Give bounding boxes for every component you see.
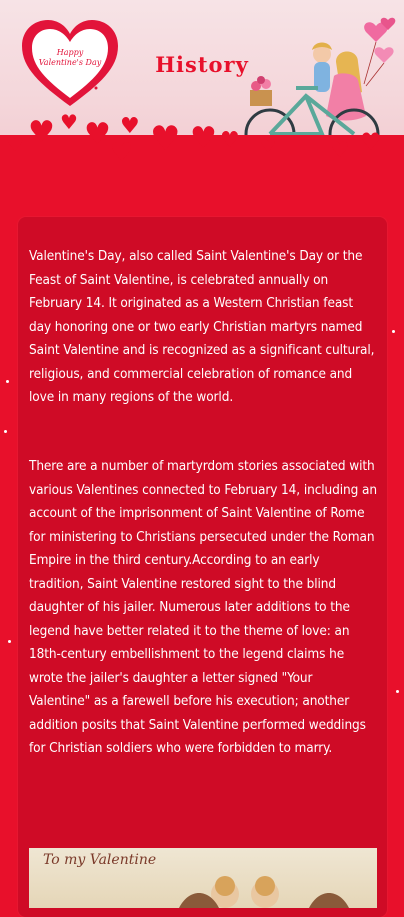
image-caption: To my Valentine [43, 852, 157, 868]
heart-icon: ♥ [120, 114, 140, 139]
logo-text: Happy Valentine's Day [38, 48, 102, 67]
vintage-valentine-image [29, 848, 377, 908]
header-banner [0, 0, 404, 170]
history-paragraph-2: There are a number of martyrdom stories associated with various Valentines connected to February 14, including an account of the imprisonment of Saint Valentine of Rome for ministering to Christians persecuted under the Roman Empire in the third century.According to an early tradition, Saint Valentine restored sight to the blind daughter of his jailer. Numerous later additions to the legend have better related it to the theme of love: an 18th-century embellishment to the legend claims he wrote the jailer's daughter a letter signed "Your Valentine" as a farewell before his execution; another addition posits that Saint Valentine performed weddings for Christian soldiers who were forbidden to marry. [29, 458, 377, 756]
page-title: History [155, 52, 249, 77]
heart-icon: ♥ [6, 132, 24, 156]
sparkle-dot [4, 430, 7, 433]
heart-icon: ♥ [220, 128, 240, 153]
heart-icon: ♥ [110, 138, 134, 168]
heart-icon: ♥ [84, 117, 111, 152]
heart-icon: ♥ [190, 121, 217, 156]
sparkle-dot [6, 380, 9, 383]
cherub-illustration [29, 848, 377, 908]
sparkle-dot [8, 640, 11, 643]
heart-icon: ♥ [28, 115, 55, 150]
history-paragraph-1: Valentine's Day, also called Saint Valentine's Day or the Feast of Saint Valentine, is celebrated annually on February 14. It originated as a Western Christian feast day honoring one or two early Christian martyrs named Saint Valentine and is recognized as a significant cultural, religious, and commercial celebration of romance and love in many regions of the world. [29, 248, 375, 405]
heart-icon: ♥ [260, 136, 277, 157]
heart-icon: ♥ [360, 128, 382, 156]
sparkle-dot [396, 690, 399, 693]
heart-icon: ♥ [60, 110, 78, 134]
heart-icon: ♥ [330, 138, 350, 163]
sparkle-dot [392, 330, 395, 333]
heart-icon: ♥ [150, 119, 181, 159]
